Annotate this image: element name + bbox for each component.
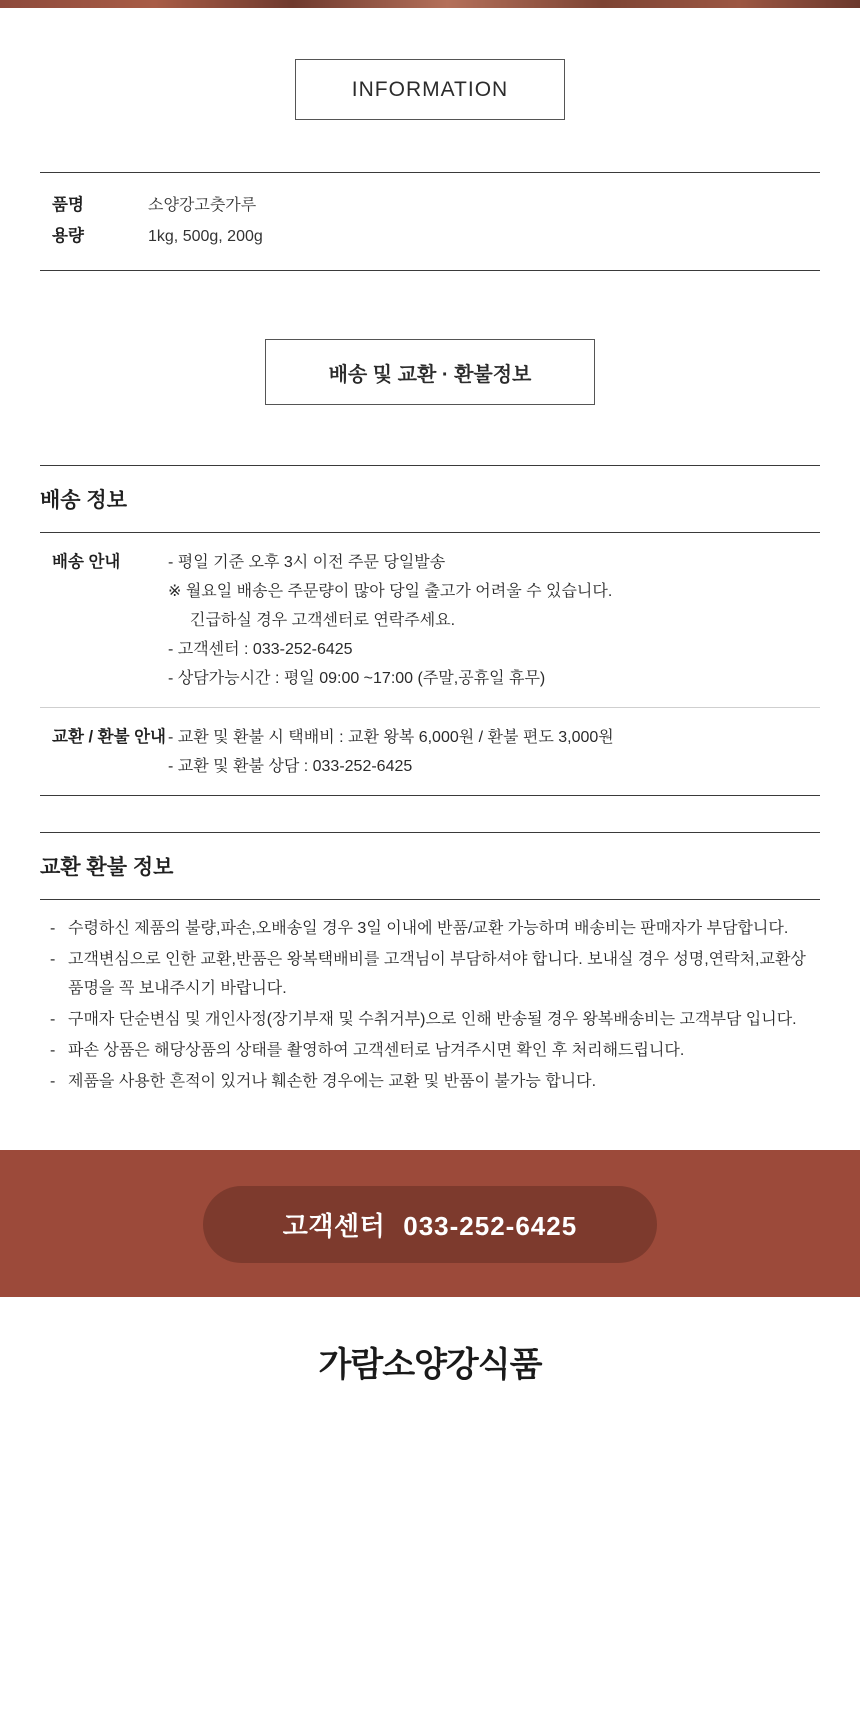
table-row: [40, 221, 820, 252]
delivery-row-label: 배송 안내: [52, 553, 121, 571]
delivery-row-value: [168, 548, 820, 693]
delivery-section-heading: 배송 정보: [40, 465, 820, 514]
top-image-strip: [0, 0, 860, 8]
bullet-dash: -: [50, 1011, 56, 1028]
list-item-text: 제품을 사용한 흔적이 있거나 훼손한 경우에는 교환 및 반품이 불가능 합니다.: [68, 1073, 597, 1090]
bullet-dash: -: [50, 951, 56, 968]
delivery-info-table: [40, 533, 820, 796]
customer-service-button[interactable]: [203, 1186, 657, 1263]
brand-logo: 가람소양강식품: [318, 1346, 542, 1384]
delivery-line: 긴급하실 경우 고객센터로 연락주세요.: [190, 612, 456, 629]
spec-label: 용량: [52, 227, 84, 245]
bullet-dash: -: [50, 1073, 56, 1090]
shipping-title: 배송 및 교환 · 환불정보: [265, 339, 595, 405]
delivery-line: - 상담가능시간 : 평일 09:00 ~17:00 (주말,공휴일 휴무): [168, 670, 546, 687]
list-item: [50, 1036, 812, 1065]
list-item: [50, 914, 812, 943]
list-item: [50, 1005, 812, 1034]
list-item-text: 고객변심으로 인한 교환,반품은 왕복택배비를 고객님이 부담하셔야 합니다. 보내실 경우 성명,연락처,교환상품명을 꼭 보내주시기 바랍니다.: [68, 951, 806, 997]
refund-section-heading: 교환 환불 정보: [40, 832, 820, 881]
table-row: [40, 533, 820, 707]
list-item-text: 수령하신 제품의 불량,파손,오배송일 경우 3일 이내에 반품/교환 가능하며 배송비는 판매자가 부담합니다.: [68, 920, 789, 937]
list-item-text: 구매자 단순변심 및 개인사정(장기부재 및 수취거부)으로 인해 반송될 경우 왕복배송비는 고객부담 입니다.: [68, 1011, 797, 1028]
page-content: [0, 8, 860, 1150]
spec-label: 품명: [52, 196, 84, 214]
exchange-line: - 교환 및 환불 상담 : 033-252-6425: [168, 758, 413, 775]
list-item-text: 파손 상품은 해당상품의 상태를 촬영하여 고객센터로 남겨주시면 확인 후 처리해드립니다.: [68, 1042, 685, 1059]
product-spec-table: [40, 172, 820, 271]
customer-service-band: [0, 1150, 860, 1297]
exchange-row-label: 교환 / 환불 안내: [52, 728, 166, 746]
delivery-line: - 평일 기준 오후 3시 이전 주문 당일발송: [168, 554, 446, 571]
list-item: [50, 945, 812, 1003]
delivery-line: - 고객센터 : 033-252-6425: [168, 641, 353, 658]
table-row: [40, 190, 820, 221]
exchange-line: - 교환 및 환불 시 택배비 : 교환 왕복 6,000원 / 환불 편도 3,000원: [168, 729, 614, 746]
delivery-line: ※ 월요일 배송은 주문량이 많아 당일 출고가 어려울 수 있습니다.: [168, 583, 613, 600]
bullet-dash: -: [50, 1042, 56, 1059]
information-title: INFORMATION: [295, 59, 565, 120]
exchange-row-value: [168, 723, 820, 781]
spec-value: 소양강고춧가루: [148, 197, 257, 214]
customer-service-number: 033-252-6425: [403, 1211, 578, 1241]
list-item: [50, 1067, 812, 1096]
spacer: [40, 1098, 820, 1150]
bullet-dash: -: [50, 920, 56, 937]
table-row: [40, 707, 820, 795]
customer-service-label: 고객센터: [282, 1211, 386, 1241]
spec-value: 1kg, 500g, 200g: [148, 228, 263, 245]
refund-policy-list: [40, 900, 820, 1096]
